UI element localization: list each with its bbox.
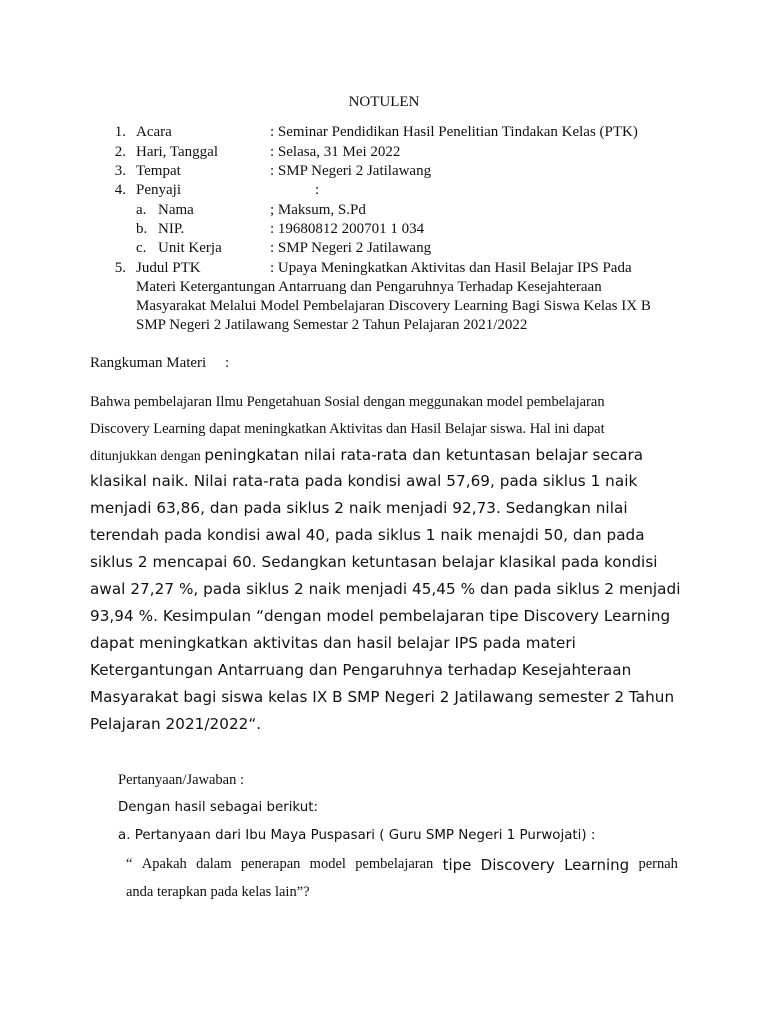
list-label: Tempat	[136, 163, 181, 179]
summary-line: klasikal naik. Nilai rata-rata pada kondisi awal 57,69, pada siklus 1 naik	[90, 472, 638, 490]
document-title: NOTULEN	[348, 94, 420, 110]
sub-label: NIP.	[158, 221, 185, 237]
summary-line-mixed	[90, 446, 643, 465]
sub-label: Nama	[158, 202, 194, 218]
quote-word: Apakah	[141, 856, 187, 872]
summary-line: Pelajaran 2021/2022“.	[90, 715, 262, 733]
list-value: : Selasa, 31 Mei 2022	[270, 144, 401, 160]
list-value: : Seminar Pendidikan Hasil Penelitian Tindakan Kelas (PTK)	[270, 124, 638, 140]
list-number: 1.	[114, 124, 126, 140]
rangkuman-heading: Rangkuman Materi :	[90, 355, 230, 371]
list-number: 5.	[114, 260, 126, 276]
summary-line: Bahwa pembelajaran Ilmu Pengetahuan Sosial dengan meggunakan model pembelajaran	[90, 394, 605, 410]
qa-quote-line	[126, 856, 678, 874]
summary-line: siklus 2 mencapai 60. Sedangkan ketuntasan belajar klasikal pada kondisi	[90, 553, 658, 571]
list-value: : Upaya Meningkatkan Aktivitas dan Hasil Belajar IPS Pada	[270, 260, 632, 276]
quote-word: Discovery	[480, 856, 555, 874]
summary-line: Discovery Learning dapat meningkatkan Aktivitas dan Hasil Belajar siswa. Hal ini dapat	[90, 421, 605, 437]
qa-heading: Pertanyaan/Jawaban :	[118, 772, 245, 788]
judul-continuation-line: Materi Ketergantungan Antarruang dan Pengaruhnya Terhadap Kesejahteraan	[136, 279, 602, 295]
quote-word: tipe	[442, 856, 472, 874]
list-number: 4.	[114, 182, 126, 198]
sub-letter: a.	[136, 202, 147, 218]
quote-word: pernah	[638, 856, 678, 872]
list-value: :	[315, 182, 320, 198]
summary-text-sans: peningkatan nilai rata-rata dan ketuntasan belajar secara	[204, 446, 644, 464]
quote-word: model	[309, 856, 346, 872]
summary-line: 93,94 %. Kesimpulan “dengan model pembelajaran tipe Discovery Learning	[90, 607, 671, 625]
judul-continuation-line: Masyarakat Melalui Model Pembelajaran Discovery Learning Bagi Siswa Kelas IX B	[136, 298, 651, 314]
summary-line: menjadi 63,86, dan pada siklus 2 naik menjadi 92,73. Sedangkan nilai	[90, 499, 628, 517]
qa-quote-line-2: anda terapkan pada kelas lain”?	[126, 884, 310, 900]
sub-value: ; Maksum, S.Pd	[270, 202, 366, 218]
quote-word: pembelajaran	[355, 856, 434, 872]
quote-word: “	[126, 856, 133, 872]
list-number: 3.	[114, 163, 126, 179]
list-label: Hari, Tanggal	[136, 144, 218, 160]
judul-continuation-line: SMP Negeri 2 Jatilawang Semestar 2 Tahun Pelajaran 2021/2022	[136, 317, 528, 333]
quote-word: Learning	[564, 856, 630, 874]
list-label: Acara	[136, 124, 172, 140]
summary-line: terendah pada kondisi awal 40, pada siklus 1 naik menajdi 50, dan pada	[90, 526, 645, 544]
sub-letter: c.	[136, 240, 147, 256]
list-label: Judul PTK	[136, 260, 201, 276]
list-number: 2.	[114, 144, 126, 160]
sub-letter: b.	[136, 221, 148, 237]
qa-intro: Dengan hasil sebagai berikut:	[118, 800, 319, 815]
sub-value: : 19680812 200701 1 034	[270, 221, 425, 237]
quote-word: dalam	[196, 856, 232, 872]
summary-line: Ketergantungan Antarruang dan Pengaruhnya terhadap Kesejahteraan	[90, 661, 632, 679]
list-value: : SMP Negeri 2 Jatilawang	[270, 163, 432, 179]
sub-label: Unit Kerja	[158, 240, 222, 256]
list-label: Penyaji	[136, 182, 181, 198]
sub-value: : SMP Negeri 2 Jatilawang	[270, 240, 432, 256]
summary-line: Masyarakat bagi siswa kelas IX B SMP Negeri 2 Jatilawang semester 2 Tahun	[90, 688, 675, 706]
qa-item-a: a. Pertanyaan dari Ibu Maya Puspasari ( Guru SMP Negeri 1 Purwojati) :	[118, 828, 596, 843]
summary-line: awal 27,27 %, pada siklus 2 naik menjadi 45,45 % dan pada siklus 2 menjadi	[90, 580, 681, 598]
summary-text-serif: ditunjukkan dengan	[90, 449, 205, 464]
summary-line: dapat meningkatkan aktivitas dan hasil belajar IPS pada materi	[90, 634, 576, 652]
quote-word: penerapan	[240, 856, 301, 872]
